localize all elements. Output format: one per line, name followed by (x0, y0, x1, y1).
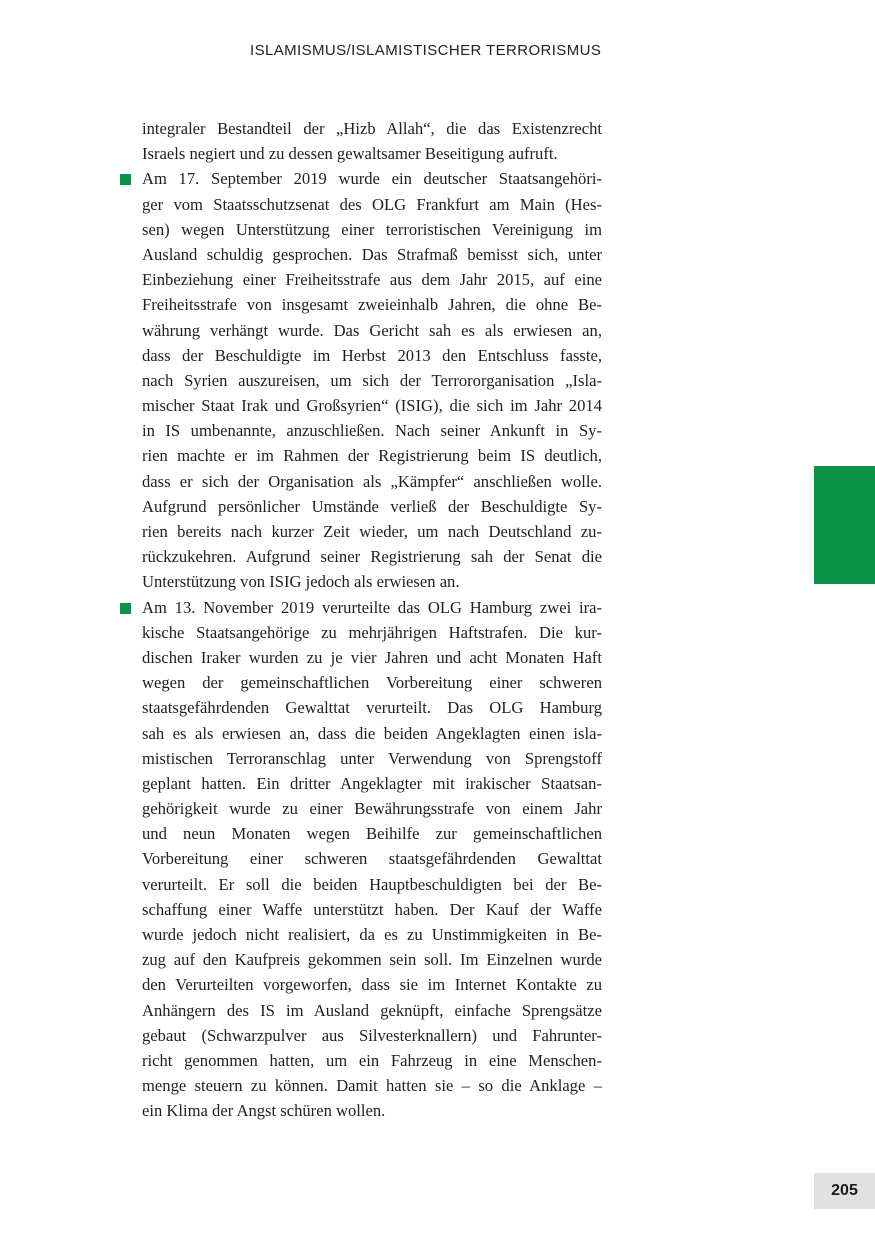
text-line: Unterstützung von ISIG jedoch als erwiesen an. (142, 572, 460, 592)
text-line: Aufgrund persönlicher Umstände verließ der Beschuldigte Sy- (142, 496, 602, 516)
text-line: geplant hatten. Ein dritter Angeklagter mit irakischer Staatsan- (142, 773, 602, 793)
text-line: Israels negiert und zu dessen gewaltsamer Beseitigung aufruft. (142, 144, 558, 164)
text-line: gebaut (Schwarzpulver aus Silvesterknallern) und Fahrunter- (142, 1025, 602, 1045)
text-line: Freiheitsstrafe von insgesamt zweieinhalb Jahren, die ohne Be- (142, 295, 602, 315)
text-line: gehörigkeit wurde zu einer Bewährungsstrafe von einem Jahr (142, 799, 602, 819)
text-line: in IS umbenannte, anzuschließen. Nach seiner Ankunft in Sy- (142, 421, 602, 441)
running-header: ISLAMISMUS/ISLAMISTISCHER TERRORISMUS (250, 42, 602, 59)
square-bullet-icon (120, 174, 131, 185)
text-line: Am 13. November 2019 verurteilte das OLG Hamburg zwei ira- (142, 597, 602, 617)
page-number: 205 (814, 1173, 875, 1209)
text-line: und neun Monaten wegen Beihilfe zur gemeinschaftlichen (142, 824, 602, 844)
text-line: sen) wegen Unterstützung einer terroristischen Vereinigung im (142, 219, 602, 239)
text-line: menge steuern zu können. Damit hatten sie – so die Anklage – (142, 1076, 602, 1096)
text-line: dass der Beschuldigte im Herbst 2013 den Entschluss fasste, (142, 345, 602, 365)
text-line: wegen der gemeinschaftlichen Vorbereitung einer schweren (142, 673, 602, 693)
text-line: Ausland schuldig gesprochen. Das Strafmaß bemisst sich, unter (142, 244, 602, 264)
text-line: verurteilt. Er soll die beiden Hauptbeschuldigten bei der Be- (142, 874, 602, 894)
text-line: integraler Bestandteil der „Hizb Allah“, die das Existenzrecht (142, 119, 602, 138)
text-line: den Verurteilten vorgeworfen, dass sie im Internet Kontakte zu (142, 975, 602, 995)
text-line: Anhängern des IS im Ausland geknüpft, einfache Sprengsätze (142, 1000, 602, 1020)
text-line: richt genommen hatten, um ein Fahrzeug in eine Menschen- (142, 1050, 602, 1070)
text-line: Am 17. September 2019 wurde ein deutscher Staatsangehöri- (142, 169, 602, 189)
text-line: mischer Staat Irak und Großsyrien“ (ISIG), die sich im Jahr 2014 (142, 396, 602, 416)
text-line: sah es als erwiesen an, dass die beiden Angeklagten einen isla- (142, 723, 602, 743)
text-line: staatsgefährdenden Gewalttat verurteilt. Das OLG Hamburg (142, 698, 602, 718)
text-line: dass er sich der Organisation als „Kämpfer“ anschließen wolle. (142, 471, 602, 491)
intro-paragraph (142, 116, 602, 166)
text-line: kische Staatsangehörige zu mehrjährigen Haftstrafen. Die kur- (142, 622, 602, 642)
body-text (142, 116, 602, 1124)
bullet-item (142, 595, 602, 1124)
text-line: nach Syrien auszureisen, um sich der Terrororganisation „Isla- (142, 370, 602, 390)
text-line: ger vom Staatsschutzsenat des OLG Frankfurt am Main (Hes- (142, 194, 602, 214)
chapter-tab-marker (814, 466, 875, 584)
text-line: währung verhängt wurde. Das Gericht sah es als erwiesen an, (142, 320, 602, 340)
text-line: zug auf den Kaufpreis gekommen sein soll. Im Einzelnen wurde (142, 950, 602, 970)
text-line: ein Klima der Angst schüren wollen. (142, 1101, 386, 1121)
text-line: rien machte er im Rahmen der Registrierung beim IS deutlich, (142, 446, 602, 466)
text-line: rien bereits nach kurzer Zeit wieder, um nach Deutschland zu- (142, 522, 602, 541)
text-line: rückzukehren. Aufgrund seiner Registrierung sah der Senat die (142, 547, 602, 567)
text-line: mistischen Terroranschlag unter Verwendung von Sprengstoff (142, 748, 602, 768)
text-line: wurde jedoch nicht realisiert, da es zu Unstimmigkeiten in Be- (142, 925, 602, 944)
text-line: schaffung einer Waffe unterstützt haben. Der Kauf der Waffe (142, 899, 602, 919)
text-line: Einbeziehung einer Freiheitsstrafe aus dem Jahr 2015, auf eine (142, 270, 602, 290)
text-line: Vorbereitung einer schweren staatsgefährdenden Gewalttat (142, 849, 602, 869)
square-bullet-icon (120, 603, 131, 614)
text-line: dischen Iraker wurden zu je vier Jahren und acht Monaten Haft (142, 647, 602, 667)
bullet-list (142, 166, 602, 1123)
bullet-item (142, 166, 602, 594)
